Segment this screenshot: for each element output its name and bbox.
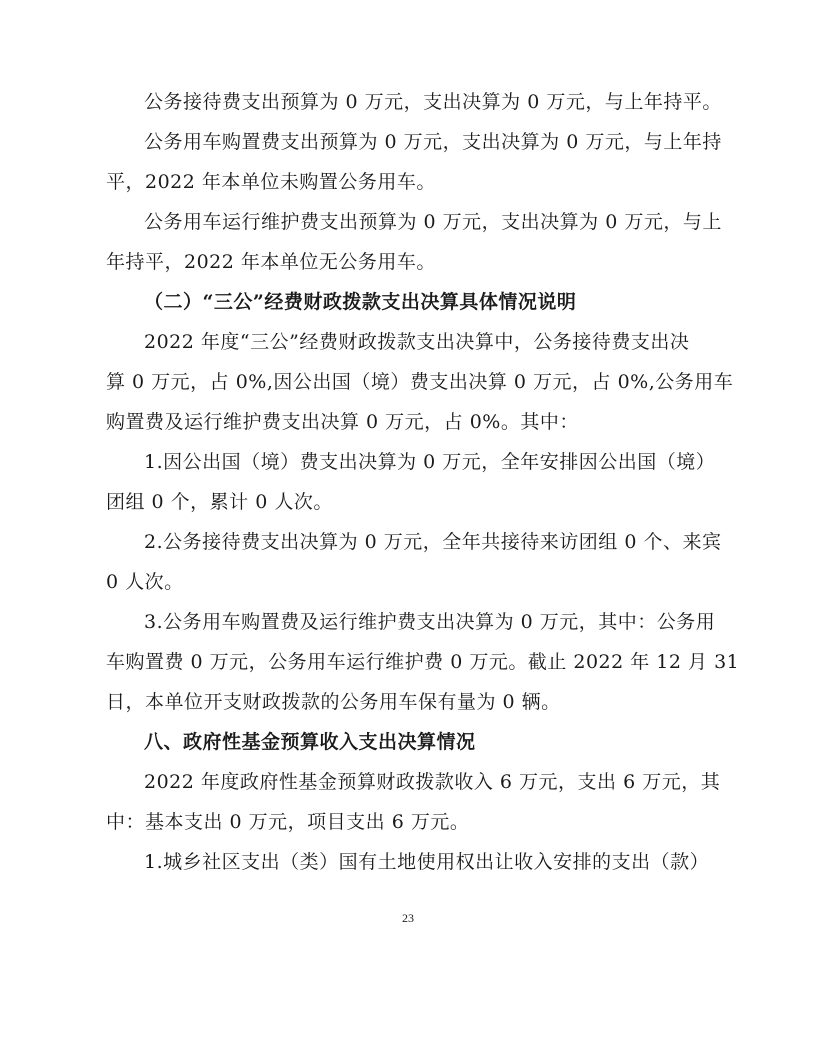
paragraph-vehicle-purchase	[106, 122, 722, 202]
paragraph-government-fund-summary	[106, 762, 721, 842]
paragraph-reception-detail	[106, 522, 722, 602]
paragraph-line: 1.因公出国（境）费支出决算为 0 万元，全年安排因公出国（境）	[144, 451, 716, 473]
paragraph-three-public-summary	[106, 322, 734, 442]
page-number: 23	[402, 911, 414, 925]
paragraph-line: 公务用车运行维护费支出预算为 0 万元，支出决算为 0 万元，与上	[144, 211, 722, 233]
paragraph-line: 1.城乡社区支出（类）国有土地使用权出让收入安排的支出（款）	[144, 851, 710, 873]
paragraph-line: 平，2022 年本单位未购置公务用车。	[106, 171, 436, 193]
paragraph-line: 车购置费 0 万元，公务用车运行维护费 0 万元。截止 2022 年 12 月 31	[106, 651, 740, 673]
document-body	[106, 82, 740, 882]
section-heading-three-public-expenses: （二）“三公”经费财政拨款支出决算具体情况说明	[144, 291, 577, 313]
paragraph-line: 年持平，2022 年本单位无公务用车。	[106, 251, 436, 273]
paragraph-line: 公务用车购置费支出预算为 0 万元，支出决算为 0 万元，与上年持	[144, 131, 722, 153]
paragraph-vehicle-maintenance	[106, 202, 722, 282]
paragraph-line: 3.公务用车购置费及运行维护费支出决算为 0 万元，其中：公务用	[144, 611, 716, 633]
section-heading-government-fund: 八、政府性基金预算收入支出决算情况	[144, 731, 476, 753]
paragraph-line: 日，本单位开支财政拨款的公务用车保有量为 0 辆。	[106, 691, 561, 713]
paragraph-line: 2022 年度政府性基金预算财政拨款收入 6 万元，支出 6 万元，其	[144, 771, 721, 793]
paragraph-line: 公务接待费支出预算为 0 万元，支出决算为 0 万元，与上年持平。	[144, 91, 722, 113]
paragraph-overseas-travel	[106, 442, 716, 522]
paragraph-vehicle-detail	[106, 602, 740, 722]
paragraph-line: 算 0 万元，占 0%,因公出国（境）费支出决算 0 万元，占 0%,公务用车	[106, 371, 734, 393]
paragraph-line: 购置费及运行维护费支出决算 0 万元，占 0%。其中：	[106, 411, 579, 433]
paragraph-line: 0 人次。	[106, 571, 184, 593]
paragraph-line: 2.公务接待费支出决算为 0 万元，全年共接待来访团组 0 个、来宾	[144, 531, 722, 553]
paragraph-line: 中：基本支出 0 万元，项目支出 6 万元。	[106, 811, 470, 833]
paragraph-line: 团组 0 个，累计 0 人次。	[106, 491, 333, 513]
paragraph-line: 2022 年度“三公”经费财政拨款支出决算中，公务接待费支出决	[144, 331, 690, 353]
paragraph-reception-expense	[106, 82, 722, 122]
paragraph-urban-rural-expense	[106, 842, 716, 882]
